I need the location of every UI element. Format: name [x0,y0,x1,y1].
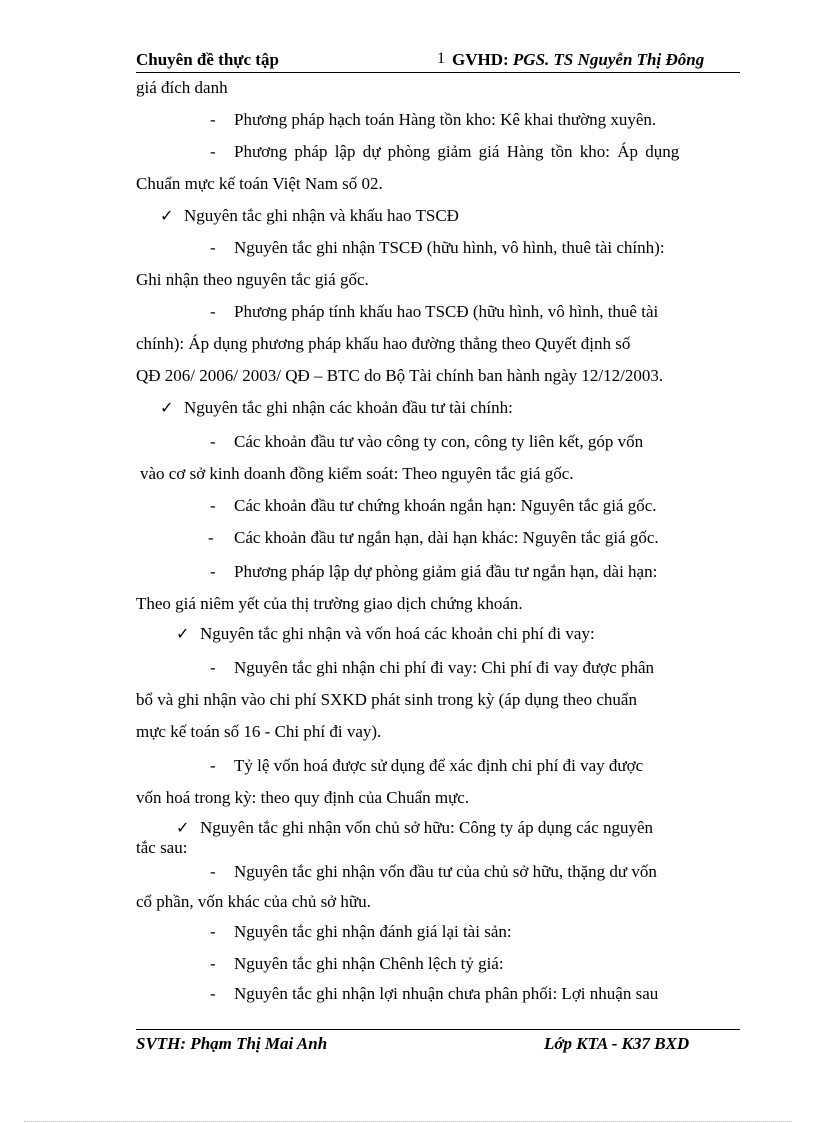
footer-student: SVTH: Phạm Thị Mai Anh [136,1034,328,1053]
dash-bullet: - [208,528,214,547]
text-line: Các khoản đầu tư ngắn hạn, dài hạn khác: Nguyên tắc giá gốc. [234,528,659,547]
text-line: Phương pháp lập dự phòng giảm giá đầu tư ngắn hạn, dài hạn: [234,562,658,581]
dash-bullet: - [210,238,216,257]
text-line: chính): Áp dụng phương pháp khấu hao đường thẳng theo Quyết định số [136,334,631,353]
text-line: cổ phần, vốn khác của chủ sở hữu. [136,892,371,911]
dash-bullet: - [210,954,216,973]
advisor-label: GVHD: [452,50,513,69]
checkmark-icon: ✓ [160,206,174,225]
dash-bullet: - [210,922,216,941]
text-line: bổ và ghi nhận vào chi phí SXKD phát sinh trong kỳ (áp dụng theo chuẩn [136,690,637,709]
text-line: Phương pháp lập dự phòng giảm giá Hàng tồn kho: Áp dụng [234,142,680,161]
text-line: Theo giá niêm yết của thị trường giao dịch chứng khoán. [136,594,523,613]
text-line: Phương pháp tính khấu hao TSCĐ (hữu hình, vô hình, thuê tài [234,302,659,321]
footer-divider [136,1029,740,1030]
footer-class: Lớp KTA - K37 BXD [544,1034,690,1053]
section-heading: Nguyên tắc ghi nhận các khoản đầu tư tài chính: [184,398,513,417]
dash-bullet: - [210,302,216,321]
checkmark-icon: ✓ [176,624,190,643]
header-divider [136,72,740,73]
section-heading: Nguyên tắc ghi nhận vốn chủ sở hữu: Công ty áp dụng các nguyên [200,818,654,837]
text-line: Chuẩn mực kế toán Việt Nam số 02. [136,174,383,193]
text-line: Các khoản đầu tư chứng khoán ngắn hạn: Nguyên tắc giá gốc. [234,496,657,515]
text-line: vào cơ sở kinh doanh đồng kiểm soát: Theo nguyên tắc giá gốc. [140,464,574,483]
text-line: Nguyên tắc ghi nhận TSCĐ (hữu hình, vô hình, thuê tài chính): [234,238,665,257]
header-advisor [452,50,704,70]
advisor-name: PGS. TS Nguyễn Thị Đông [512,50,705,69]
dash-bullet: - [210,756,216,775]
text-line: Ghi nhận theo nguyên tắc giá gốc. [136,270,369,289]
page-number: 1 [437,50,445,67]
dash-bullet: - [210,110,216,129]
text-line: Tỷ lệ vốn hoá được sử dụng để xác định chi phí đi vay được [234,756,644,775]
text-line: Nguyên tắc ghi nhận vốn đầu tư của chủ sở hữu, thặng dư vốn [234,862,657,881]
page-edge-divider [24,1121,792,1122]
text-line: Nguyên tắc ghi nhận Chênh lệch tỷ giá: [234,954,504,973]
text-line: giá đích danh [136,78,228,97]
checkmark-icon: ✓ [160,398,174,417]
text-line: Các khoản đầu tư vào công ty con, công ty liên kết, góp vốn [234,432,644,451]
section-heading: Nguyên tắc ghi nhận và khấu hao TSCĐ [184,206,459,225]
text-line: QĐ 206/ 2006/ 2003/ QĐ – BTC do Bộ Tài chính ban hành ngày 12/12/2003. [136,366,664,385]
dash-bullet: - [210,142,216,161]
text-line: Nguyên tắc ghi nhận lợi nhuận chưa phân phối: Lợi nhuận sau [234,984,659,1003]
section-heading: Nguyên tắc ghi nhận và vốn hoá các khoản chi phí đi vay: [200,624,595,643]
dash-bullet: - [210,984,216,1003]
text-line: Nguyên tắc ghi nhận chi phí đi vay: Chi phí đi vay được phân [234,658,654,677]
text-line: mực kế toán số 16 - Chi phí đi vay). [136,722,382,741]
text-line: tắc sau: [136,838,188,857]
dash-bullet: - [210,862,216,881]
header-title: Chuyên đề thực tập [136,50,279,69]
text-line: Nguyên tắc ghi nhận đánh giá lại tài sản: [234,922,512,941]
dash-bullet: - [210,496,216,515]
dash-bullet: - [210,658,216,677]
dash-bullet: - [210,562,216,581]
text-line: vốn hoá trong kỳ: theo quy định của Chuẩn mực. [136,788,470,807]
checkmark-icon: ✓ [176,818,190,837]
dash-bullet: - [210,432,216,451]
text-line: Phương pháp hạch toán Hàng tồn kho: Kê khai thường xuyên. [234,110,657,129]
